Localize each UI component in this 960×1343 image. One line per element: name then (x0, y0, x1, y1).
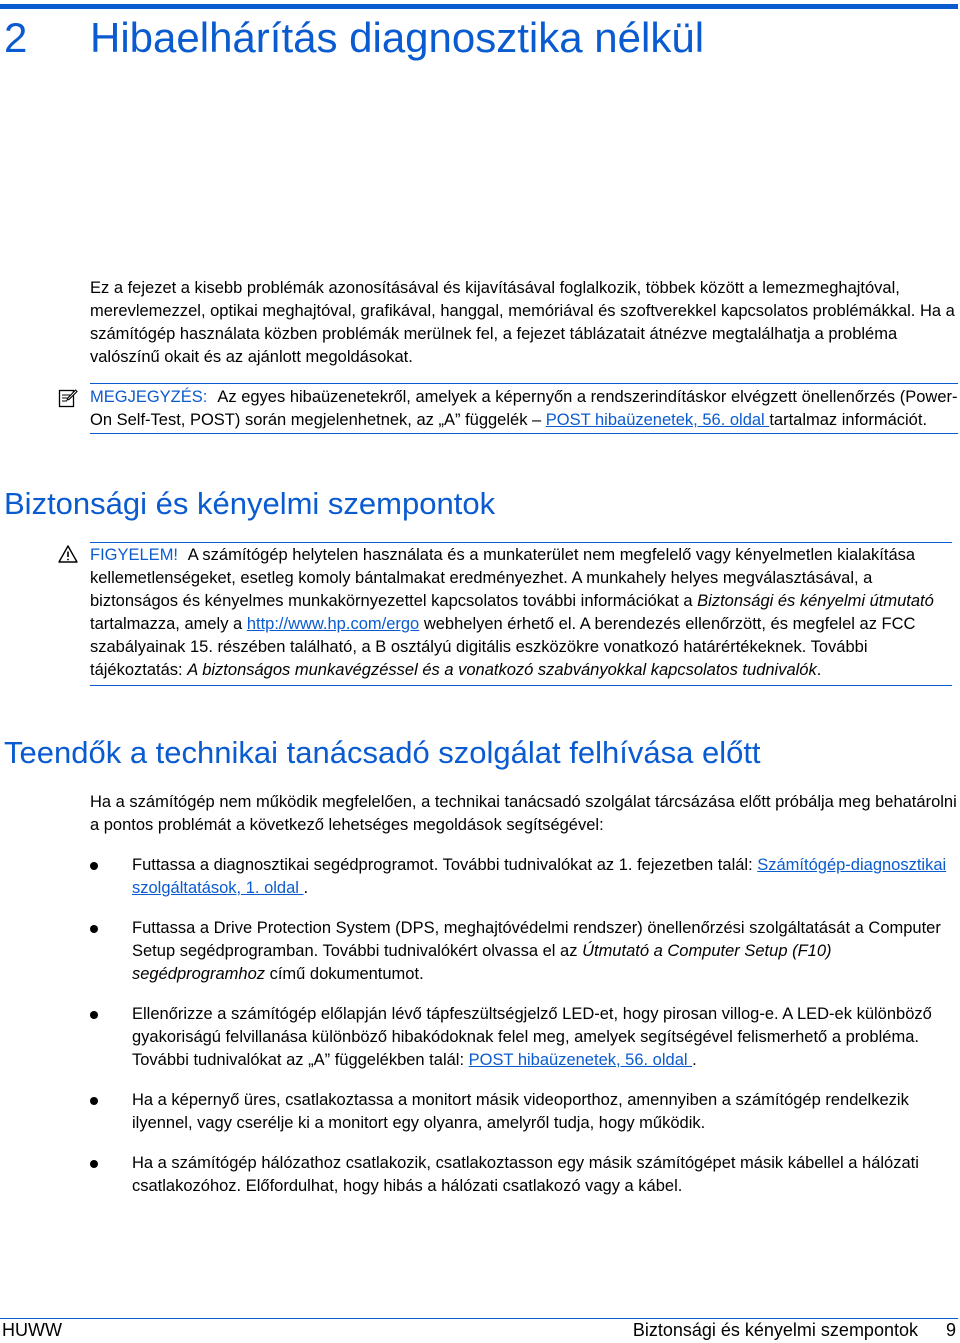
hp-ergo-link[interactable]: http://www.hp.com/ergo (246, 615, 420, 633)
list-item (90, 1003, 952, 1072)
footer-left: HUWW (2, 1320, 62, 1340)
list-item (90, 917, 952, 986)
list-item-italic: Útmutató a Computer Setup (F10) segédprogramhoz (132, 942, 832, 983)
chapter-number: 2 (4, 14, 28, 61)
warning-block (90, 542, 952, 686)
support-intro-paragraph: Ha a számítógép nem működik megfelelően, a technikai tanácsadó szolgálat tárcsázása előtt próbálja meg behatárolni a pontos problémát a következő lehetséges megoldások segítségével: (90, 793, 957, 834)
note-text-before: Az egyes hibaüzenetekről, amelyek a képernyőn a rendszerindításkor elvégzett önellenőrzés (Power-On Self-Test, POST) során megjelenhetnek, az „A” függelék – (90, 388, 958, 429)
note-label: MEGJEGYZÉS: (90, 388, 208, 406)
warning-text-2: tartalmazza, amely a (90, 615, 247, 633)
post-errors-link-2[interactable]: POST hibaüzenetek, 56. oldal (468, 1051, 693, 1069)
warning-text-4: . (816, 661, 822, 679)
chapter-title: Hibaelhárítás diagnosztika nélkül (90, 14, 705, 61)
list-item-text: . (303, 879, 309, 897)
warning-italic-doc: A biztonságos munkavégzéssel és a vonatkozó szabványokkal kapcsolatos tudnivalók (187, 661, 817, 679)
list-item (90, 1089, 952, 1135)
post-errors-link[interactable]: POST hibaüzenetek, 56. oldal (545, 411, 770, 429)
list-item-text: . (692, 1051, 697, 1069)
section-heading-support: Teendők a technikai tanácsadó szolgálat felhívása előtt (4, 735, 761, 770)
list-item (90, 854, 952, 900)
list-item-text: című dokumentumot. (265, 965, 424, 983)
section-heading-safety: Biztonsági és kényelmi szempontok (4, 486, 496, 521)
list-item-text: Futtassa a diagnosztikai segédprogramot. További tudnivalókat az 1. fejezetben talál: (132, 856, 758, 874)
footer-section-title: Biztonsági és kényelmi szempontok (632, 1320, 918, 1340)
diagnostics-link[interactable]: Számítógép-diagnosztikai szolgáltatások, 1. oldal (132, 856, 947, 897)
bullet-icon (90, 925, 98, 933)
intro-paragraph: Ez a fejezet a kisebb problémák azonosításával és kijavításával foglalkozik, többek között a lemezmeghajtóval, merevlemezzel, optikai meghajtóval, grafikával, hanggal, memóriával és szoftverekkel kapcsolatos problémákkal. Ha a számítógép használata közben problémák merülnek fel, a fejezet táblázatait átnézve megtalálhatja a probléma valószínű okait és az ajánlott megoldásokat. (90, 279, 955, 366)
note-block (90, 383, 958, 434)
bullet-icon (90, 1011, 98, 1019)
list-item (90, 1152, 952, 1198)
warning-italic-guide: Biztonsági és kényelmi útmutató (697, 592, 934, 610)
bullet-icon (90, 1097, 98, 1105)
bullet-icon (90, 1160, 98, 1168)
footer-rule (0, 1318, 958, 1319)
page-number: 9 (945, 1320, 956, 1340)
warning-label: FIGYELEM! (90, 546, 179, 564)
warning-triangle-icon (58, 545, 78, 563)
note-pencil-icon (58, 388, 78, 408)
troubleshooting-list (90, 854, 952, 1215)
list-item-text: Futtassa a Drive Protection System (DPS, meghajtóvédelmi rendszer) önellenőrzési szolgáltatását a Computer Setup segédprogramban. További tudnivalókért olvassa el az (132, 919, 941, 960)
chapter-heading (4, 14, 704, 62)
bullet-icon (90, 862, 98, 870)
list-item-text: Ha a képernyő üres, csatlakoztassa a monitort másik videoporthoz, amennyiben a számítógép rendelkezik ilyennel, vagy cserélje ki a monitort egy olyanra, amelyről tudja, hogy működik. (132, 1091, 909, 1132)
footer-right (633, 1320, 956, 1341)
warning-text-3: webhelyen érhető el. A berendezés ellenőrzött, és megfelel az FCC szabályainak 15. részében található, a B osztályú digitális eszközökre vonatkozó határértékeknek. További tájékoztatás: (90, 615, 916, 679)
warning-text-1: A számítógép helytelen használata és a munkaterület nem megfelelő vagy kényelmetlen kialakítása kellemetlenségeket, esetleg komoly bántalmakat eredményezhet. A munkahely helyes megválasztásával, a biztonságos és kényelmes munkakörnyezettel kapcsolatos további információkat a (90, 546, 916, 610)
list-item-text: Ha a számítógép hálózathoz csatlakozik, csatlakoztasson egy másik számítógépet másik kábellel a hálózati csatlakozóhoz. Előfordulhat, hogy hibás a hálózati csatlakozó vagy a kábel. (132, 1154, 919, 1195)
top-rule (0, 4, 958, 9)
note-text-after: tartalmaz információt. (769, 411, 928, 429)
list-item-text: Ellenőrizze a számítógép előlapján lévő tápfeszültségjelző LED-et, hogy pirosan villog-e. A LED-ek különböző gyakoriságú felvillanása különböző hibakódoknak felel meg, amelyek segítségével felismerhető a probléma. További tudnivalókat az „A” függelékben talál: (132, 1005, 932, 1069)
